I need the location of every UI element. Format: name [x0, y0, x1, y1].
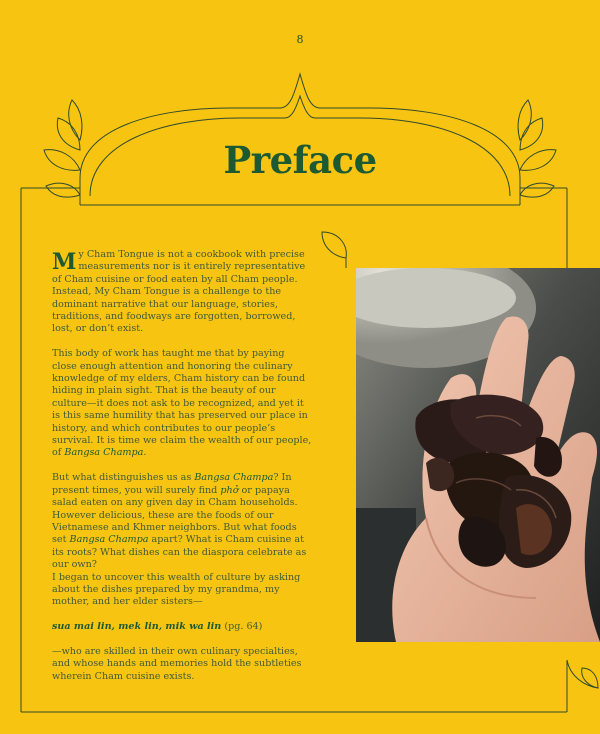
paragraph-3-emphasis-3: Bangsa Champa [69, 534, 149, 546]
paragraph-4 [52, 646, 312, 683]
dish-names: sua mai lin, mek lin, mik wa lin [52, 621, 222, 633]
photo-illustration [356, 268, 600, 642]
paragraph-3-emphasis-1: Bangsa Champa [194, 472, 274, 484]
paragraph-3 [52, 472, 312, 608]
page-number: 8 [296, 33, 304, 46]
page-title: Preface [223, 138, 377, 182]
dish-page-ref: (pg. 64) [221, 621, 263, 633]
paragraph-2 [52, 348, 312, 460]
paragraph-3-part-2: ? In present times, you will surely find [52, 472, 292, 496]
paragraph-3-part-3: or papaya salad eaten on any given day in Cham households. However delicious, these are the foods of our Vietnamese and Khmer neighbors. But what foods set [52, 484, 298, 546]
paragraph-3-part-5: I began to uncover this wealth of culture by asking about the dishes prepared by my grandma, my mother, and her elder sisters— [52, 571, 301, 608]
paragraph-2-text: This body of work has taught me that by paying close enough attention and honoring the culinary knowledge of my elders, Cham history can be found hiding in plain sight. That is the beauty of our culture—it does not ask to be recognized, and yet it is this same humility that has preserved our place in history, and which contributes to our people’s survival. It is time we claim the wealth of our people, of [52, 348, 312, 459]
dish-line [52, 621, 312, 633]
preface-body [52, 249, 312, 696]
hand-holding-dried-fruit-photo [356, 268, 600, 642]
paragraph-2-emphasis: Bangsa Champa [64, 447, 144, 459]
drop-cap: M [52, 249, 77, 275]
paragraph-3-part-1: But what distinguishes us as [52, 472, 195, 484]
paragraph-1-text: y Cham Tongue is not a cookbook with precise measurements nor is it entirely representative of Cham cuisine or food eaten by all Cham people. Instead, My Cham Tongue is a challenge to the dominant narrative that our language, stories, traditions, and foodways are forgotten, borrowed, lost, or don’t exist. [52, 249, 306, 335]
paragraph-3-part-4: apart? What is Cham cuisine at its roots? What dishes can the diaspora celebrate as our own? [52, 534, 307, 571]
paragraph-1 [52, 249, 312, 336]
paragraph-3-emphasis-2: phở [220, 484, 239, 496]
paragraph-2-end: . [143, 447, 147, 459]
paragraph-4-text: —who are skilled in their own culinary specialties, and whose hands and memories hold the subtleties wherein Cham cuisine exists. [52, 645, 302, 682]
